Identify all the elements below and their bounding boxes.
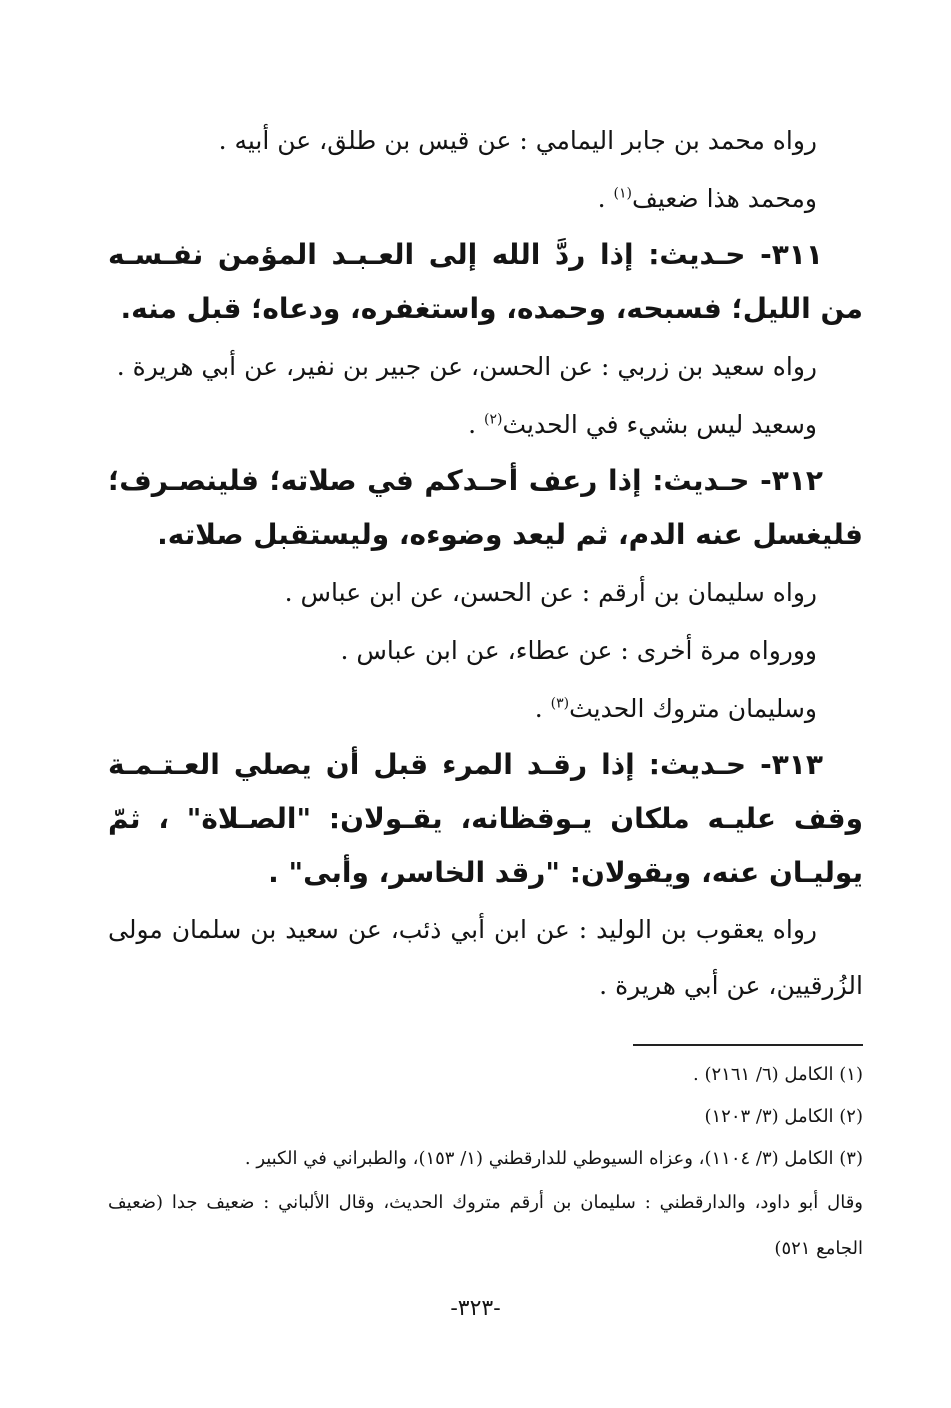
narration-text: ومحمد هذا ضعيف [631, 184, 817, 213]
narration-text: رواه محمد بن جابر اليمامي : عن قيس بن طلق، عن أبيه . [218, 126, 817, 155]
narration-end: . [468, 410, 484, 439]
footnote-3-continuation: وقال أبو داود، والدارقطني : سليمان بن أرقم متروك الحديث، وقال الألباني : ضعيف جدا (ضعيف الجامع ٥٢١) [108, 1192, 863, 1259]
hadith-number: ٣١٣- [760, 748, 823, 781]
footnote-1: (١) الكامل (٦/ ٢١٦١) . [693, 1064, 863, 1085]
hadith-text: حـديث: إذا ردَّ الله إلى العـبـد المؤمن نفـسـه من الليل؛ فسبحه، وحمده، واستغفره، ودعاه؛ قبل منه. [108, 238, 863, 325]
narration-line [108, 112, 863, 170]
hadith-312 [108, 454, 863, 562]
main-text [108, 112, 863, 1014]
footnote-2: (٢) الكامل (٣/ ١٢٠٣) [704, 1106, 863, 1127]
page-number: -٣٢٣- [450, 1296, 501, 1321]
narration-text: رواه يعقوب بن الوليد : عن ابن أبي ذئب، عن سعيد بن سلمان مولى الزُرقيين، عن أبي هريرة . [108, 915, 863, 1000]
narration-line [108, 622, 863, 680]
footnotes [108, 1054, 863, 1272]
narration-text: رواه سليمان بن أرقم : عن الحسن، عن ابن عباس . [284, 578, 817, 607]
hadith-313 [108, 738, 863, 900]
narration-end: . [597, 184, 614, 213]
hadith-text: حـديث: إذا رقـد المرء قبل أن يصلي العـتـمـة وقف عليـه ملكان يـوقظانه، يقـولان: "الصـلاة" ، ثمّ يوليـان عنه، ويقولان: "رقد الخاسر، وأبى" . [108, 748, 863, 889]
narration-line [108, 680, 863, 738]
hadith-311 [108, 228, 863, 336]
narration-text: وورواه مرة أخرى : عن عطاء، عن ابن عباس . [340, 636, 817, 665]
narration-line [108, 338, 863, 396]
narration-text: وسليمان متروك الحديث [569, 694, 817, 723]
narration-paragraph [108, 902, 863, 1014]
hadith-number: ٣١١- [760, 238, 823, 271]
footnote-marker: (١) [613, 185, 632, 202]
footnote-marker: (٢) [483, 411, 503, 428]
narration-end: . [534, 694, 551, 723]
hadith-number: ٣١٢- [760, 464, 823, 497]
narration-text: وسعيد ليس بشيء في الحديث [502, 410, 817, 439]
footnote-3: (٣) الكامل (٣/ ١١٠٤)، وعزاه السيوطي للدارقطني (١/ ١٥٣)، والطبراني في الكبير . [244, 1148, 863, 1169]
footnote-divider [633, 1044, 863, 1046]
narration-line [108, 564, 863, 622]
footnote-marker: (٣) [550, 695, 570, 712]
narration-line [108, 396, 863, 454]
narration-text: رواه سعيد بن زربي : عن الحسن، عن جبير بن نفير، عن أبي هريرة . [116, 352, 817, 381]
narration-line [108, 170, 863, 228]
hadith-text: حـديث: إذا رعف أحـدكم في صلاته؛ فلينصـرف؛ فليغسل عنه الدم، ثم ليعد وضوءه، وليستقبل صلاته. [108, 464, 863, 551]
